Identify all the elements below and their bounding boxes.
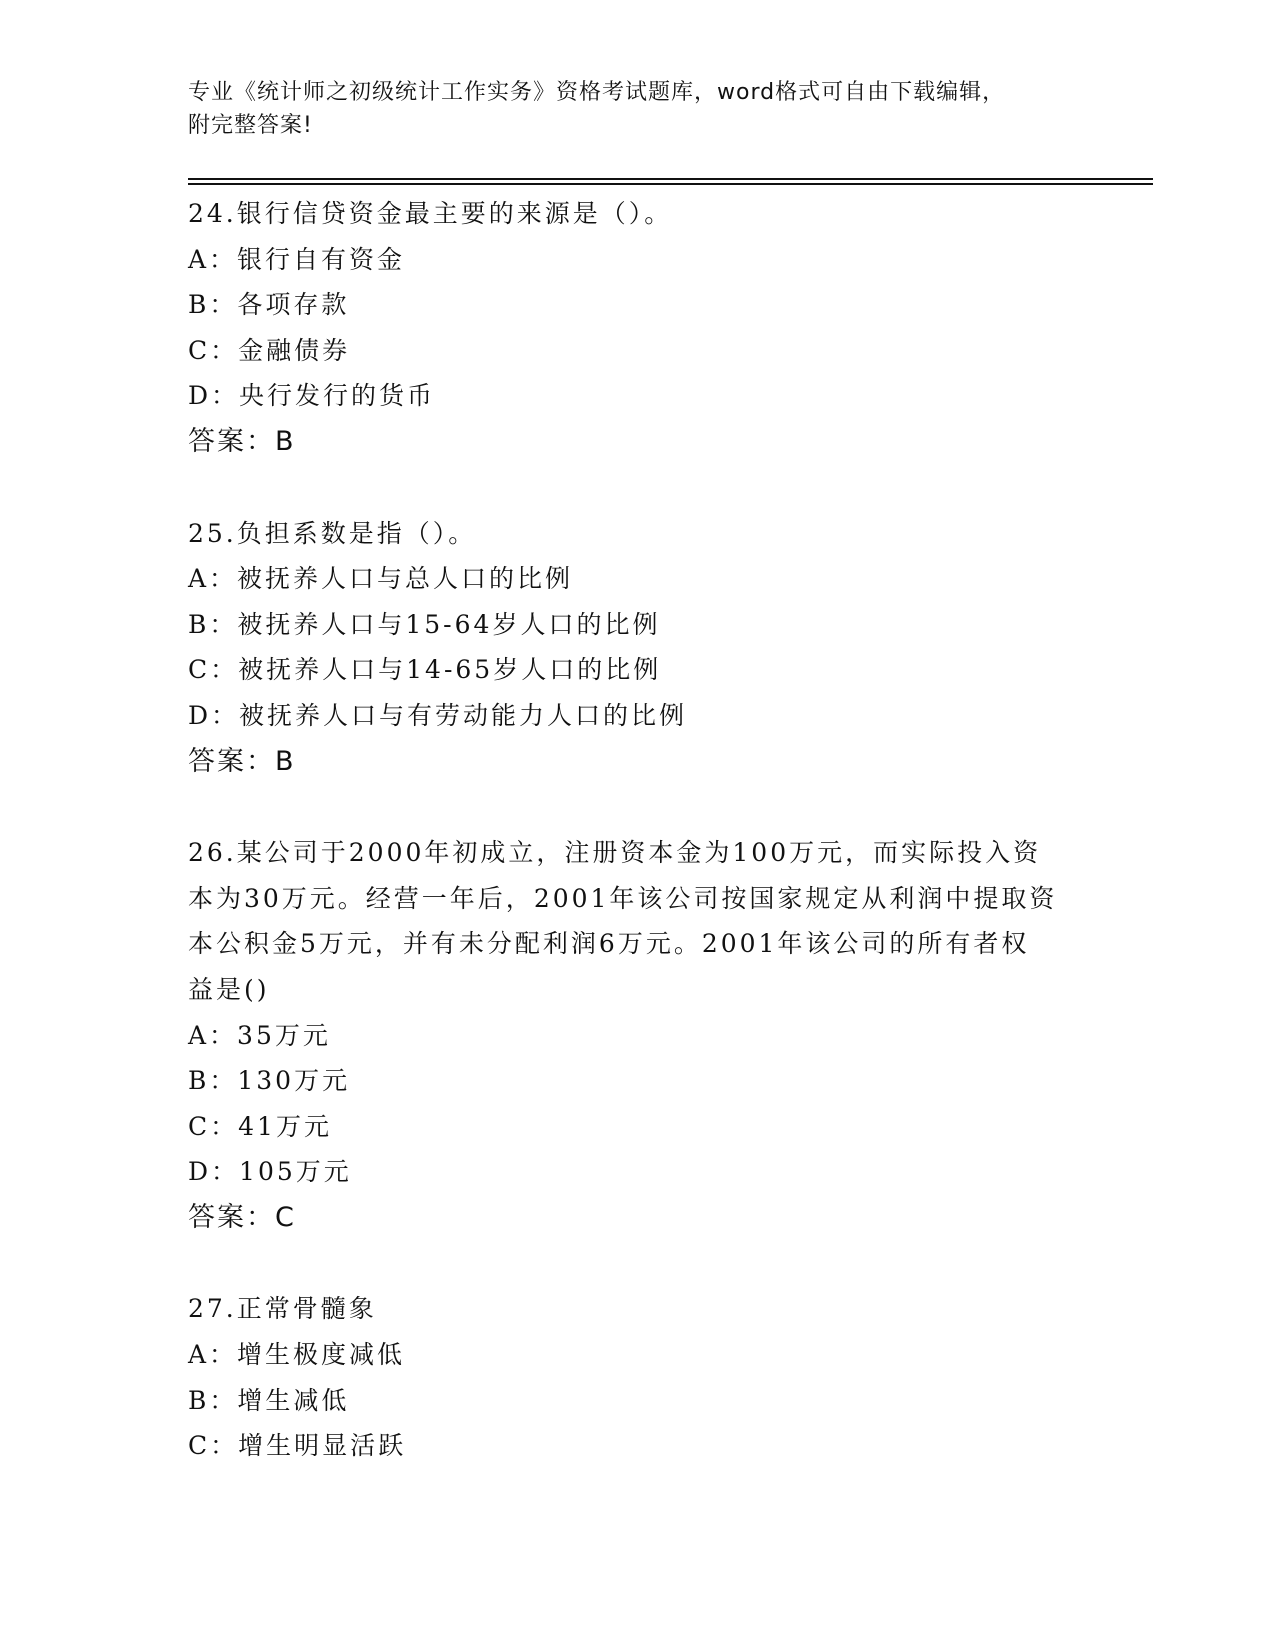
document-header: [188, 76, 1088, 142]
option-d: D：被抚养人口与有劳动能力人口的比例: [188, 700, 688, 730]
option-c: C：41万元: [188, 1111, 332, 1141]
question-24: [188, 191, 1088, 465]
option-b: B：130万元: [188, 1066, 351, 1096]
question-26: [188, 830, 1088, 1240]
option-b: B：各项存款: [188, 290, 350, 320]
option-b: B：被抚养人口与15-64岁人口的比例: [188, 609, 661, 639]
option-a: A：银行自有资金: [188, 244, 406, 274]
question-stem-line-4: 益是(): [188, 974, 270, 1004]
option-c: C：被抚养人口与14-65岁人口的比例: [188, 655, 662, 685]
header-divider-bottom: [188, 183, 1153, 185]
option-a: A：增生极度减低: [188, 1340, 406, 1370]
option-c: C：增生明显活跃: [188, 1431, 407, 1461]
option-d: D：央行发行的货币: [188, 381, 436, 411]
question-25: [188, 511, 1088, 785]
answer: 答案：B: [188, 425, 296, 457]
question-stem-line-3: 本公积金5万元，并有未分配利润6万元。2001年该公司的所有者权: [188, 929, 1030, 959]
header-line-1: 专业《统计师之初级统计工作实务》资格考试题库，word格式可自由下载编辑，: [188, 80, 1006, 105]
option-d: D：105万元: [188, 1157, 352, 1187]
header-line-2: 附完整答案!: [188, 113, 313, 138]
question-stem: 27.正常骨髓象: [188, 1294, 377, 1324]
question-27: [188, 1286, 1088, 1468]
option-c: C：金融债券: [188, 335, 351, 365]
header-divider-top: [188, 178, 1153, 180]
question-stem-line-1: 26.某公司于2000年初成立，注册资本金为100万元，而实际投入资: [188, 838, 1042, 868]
option-a: A：被抚养人口与总人口的比例: [188, 564, 574, 594]
question-stem: 24.银行信贷资金最主要的来源是（）。: [188, 199, 673, 228]
question-stem: 25.负担系数是指（）。: [188, 518, 477, 548]
question-stem-line-2: 本为30万元。经营一年后，2001年该公司按国家规定从利润中提取资: [188, 883, 1058, 913]
answer: 答案：B: [188, 745, 296, 777]
option-b: B：增生减低: [188, 1385, 350, 1415]
option-a: A：35万元: [188, 1020, 331, 1050]
question-list: [188, 191, 1088, 1515]
answer: 答案：C: [188, 1201, 296, 1233]
